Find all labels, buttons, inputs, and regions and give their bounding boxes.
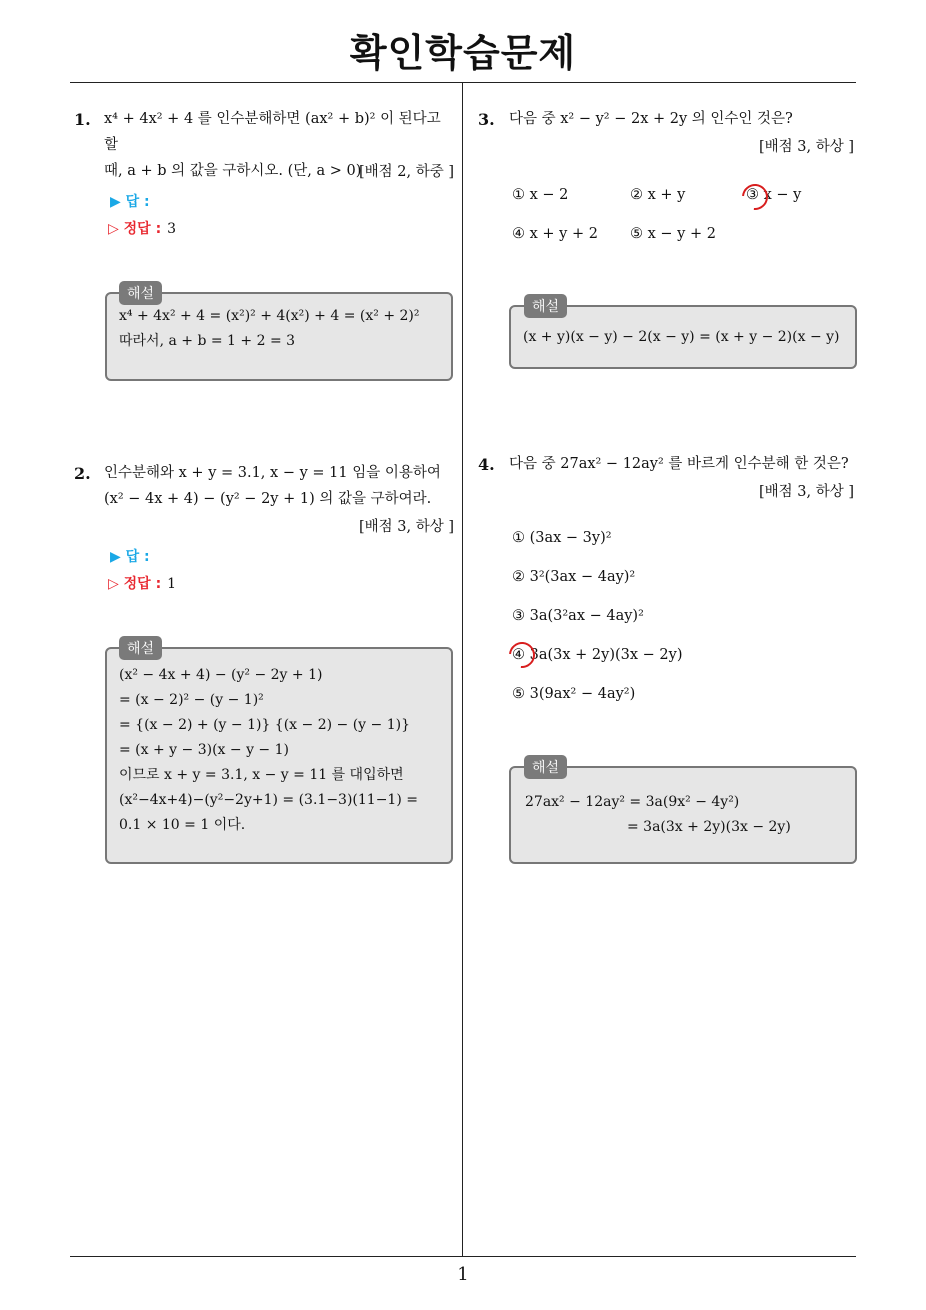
correct-answer-label: ▷ 정답 : xyxy=(108,576,162,592)
solution-line: (x² − 4x + 4) − (y² − 2y + 1) xyxy=(119,667,323,683)
question-number: 4. xyxy=(478,455,495,474)
question-line: 다음 중 x² − y² − 2x + 2y 의 인수인 것은? xyxy=(509,111,793,127)
choice-4: ④ x + y + 2 xyxy=(512,226,598,242)
solution-line: = {(x − 2) + (y − 1)} {(x − 2) − (y − 1)} xyxy=(119,717,410,733)
correct-answer-value: 3 xyxy=(167,221,177,237)
question-line: 때, a + b 의 값을 구하시오. (단, a > 0) xyxy=(104,163,362,179)
solution-line: 따라서, a + b = 1 + 2 = 3 xyxy=(119,333,296,349)
footer-rule xyxy=(70,1256,856,1257)
answer-mark-circle xyxy=(737,179,774,216)
solution-tag: 해설 xyxy=(524,294,567,318)
points-label: [배점 3, 하상 ] xyxy=(358,519,454,535)
question-number: 1. xyxy=(74,110,91,129)
correct-answer xyxy=(108,218,176,238)
solution-box xyxy=(509,766,857,864)
question-line: x⁴ + 4x² + 4 를 인수분해하면 (ax² + b)² 이 된다고 할 xyxy=(104,111,441,153)
question-text xyxy=(104,460,456,512)
header-rule xyxy=(70,82,856,83)
solution-line: = (x + y − 3)(x − y − 1) xyxy=(119,742,289,758)
choice-5: ⑤ x − y + 2 xyxy=(630,226,716,242)
solution-line: (x + y)(x − y) − 2(x − y) = (x + y − 2)(x − y) xyxy=(523,329,840,345)
solution-line: = (x − 2)² − (y − 1)² xyxy=(119,692,264,708)
solution-box xyxy=(105,647,453,864)
solution-line: 0.1 × 10 = 1 이다. xyxy=(119,817,246,833)
solution-line: 27ax² − 12ay² = 3a(9x² − 4y²) xyxy=(525,794,740,810)
question-line: 다음 중 27ax² − 12ay² 를 바르게 인수분해 한 것은? xyxy=(509,456,849,472)
question-line: 인수분해와 x + y = 3.1, x − y = 11 임을 이용하여 xyxy=(104,465,441,481)
choice-5: ⑤ 3(9ax² − 4ay²) xyxy=(512,686,636,702)
solution-line: 이므로 x + y = 3.1, x − y = 11 를 대입하면 xyxy=(119,767,404,783)
solution-line: = 3a(3x + 2y)(3x − 2y) xyxy=(627,819,791,835)
page-title: 확인학습문제 xyxy=(349,31,577,75)
question-text xyxy=(509,106,854,132)
points-label: [배점 3, 하상 ] xyxy=(758,484,854,500)
points-label: [배점 3, 하상 ] xyxy=(758,139,854,155)
choice-3: ③ 3a(3²ax − 4ay)² xyxy=(512,608,644,624)
question-number: 2. xyxy=(74,464,91,483)
solution-tag: 해설 xyxy=(119,636,162,660)
column-divider xyxy=(462,83,463,1257)
correct-answer xyxy=(108,573,176,593)
question-line: (x² − 4x + 4) − (y² − 2y + 1) 의 값을 구하여라. xyxy=(104,491,432,507)
choice-2: ② 3²(3ax − 4ay)² xyxy=(512,569,636,585)
question-text xyxy=(509,451,854,477)
choice-1: ① (3ax − 3y)² xyxy=(512,530,612,546)
correct-answer-value: 1 xyxy=(167,576,177,592)
solution-line: x⁴ + 4x² + 4 = (x²)² + 4(x²) + 4 = (x² + 2)² xyxy=(119,308,420,324)
answer-label: ▶ 답 : xyxy=(110,194,150,210)
choice-4: ④ 3a(3x + 2y)(3x − 2y) xyxy=(512,647,683,663)
solution-tag: 해설 xyxy=(524,755,567,779)
choice-2: ② x + y xyxy=(630,187,686,203)
question-number: 3. xyxy=(478,110,495,129)
choice-1: ① x − 2 xyxy=(512,187,569,203)
page-number: 1 xyxy=(457,1264,469,1285)
points-label: [배점 2, 하중 ] xyxy=(358,164,454,180)
answer-mark-circle xyxy=(504,637,541,674)
choice-3: ③ x − y xyxy=(746,187,802,203)
solution-line: (x²−4x+4)−(y²−2y+1) = (3.1−3)(11−1) = xyxy=(119,792,418,808)
answer-label: ▶ 답 : xyxy=(110,549,150,565)
solution-tag: 해설 xyxy=(119,281,162,305)
solution-box xyxy=(105,292,453,381)
correct-answer-label: ▷ 정답 : xyxy=(108,221,162,237)
